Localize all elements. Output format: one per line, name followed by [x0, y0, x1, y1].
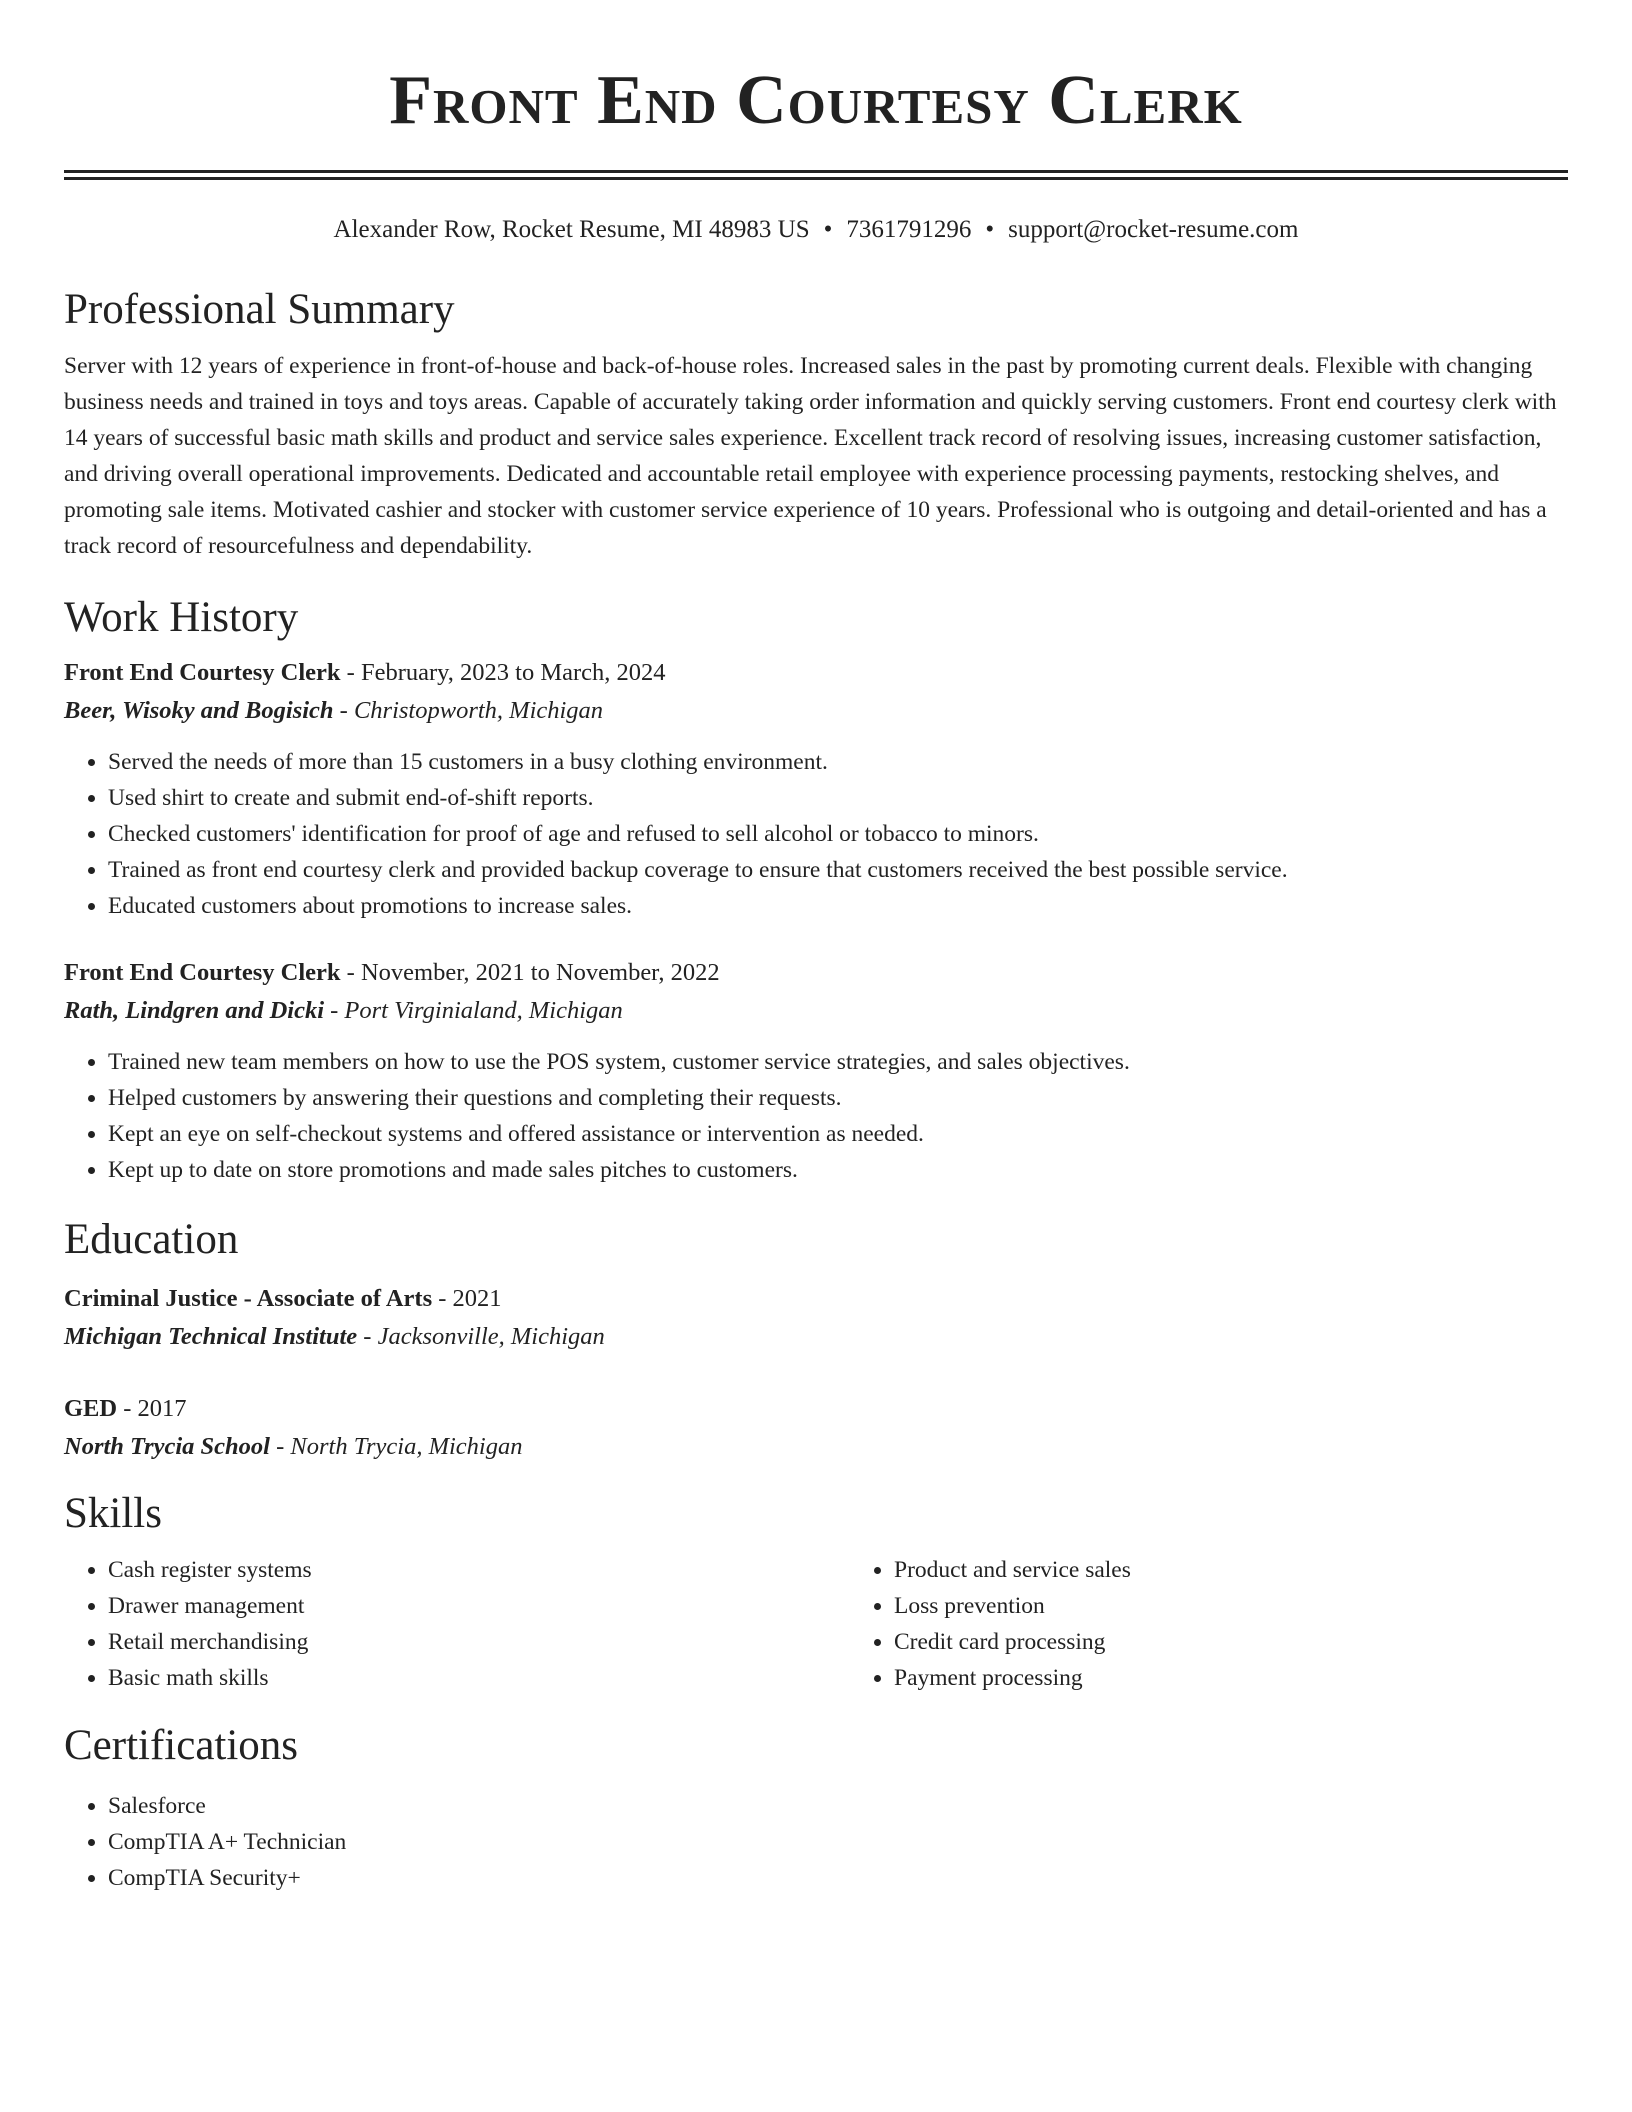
job-location: - Port Virginialand, Michigan [324, 997, 623, 1024]
education-location: - Jacksonville, Michigan [357, 1323, 605, 1350]
job-header [64, 954, 1568, 992]
education-school-line [64, 1318, 1568, 1356]
contact-separator: • [823, 216, 833, 243]
summary-section [64, 284, 1568, 564]
education-degree: Criminal Justice - Associate of Arts [64, 1285, 433, 1312]
skill-item: • Drawer management [108, 1588, 850, 1624]
job-duty: • Kept up to date on store promotions and made sales pitches to customers. [108, 1152, 1568, 1188]
skill-item: • Retail merchandising [108, 1624, 850, 1660]
job-dates: - February, 2023 to March, 2024 [340, 659, 666, 686]
job-duty: • Served the needs of more than 15 customers in a busy clothing environment. [108, 744, 1568, 780]
job-duty: • Checked customers' identification for proof of age and refused to sell alcohol or tobacco to minors. [108, 816, 1568, 852]
certification-item: • CompTIA A+ Technician [108, 1824, 1568, 1860]
job-duty: • Helped customers by answering their questions and completing their requests. [108, 1080, 1568, 1116]
skills-list-left [64, 1552, 850, 1696]
skills-grid [64, 1552, 1568, 1696]
summary-text: Server with 12 years of experience in front-of-house and back-of-house roles. Increased sales in the past by promoting current deals. Flexible with changing business needs and trained in toys and toys areas. Capable of accurately taking order information and quickly serving customers. Front end courtesy clerk with 14 years of successful basic math skills and product and service sales experience. Excellent track record of resolving issues, increasing customer satisfaction, and driving overall operational improvements. Dedicated and accountable retail employee with experience processing payments, restocking shelves, and promoting sale items. Motivated cashier and stocker with customer service experience of 10 years. Professional who is outgoing and detail-oriented and has a track record of resourcefulness and dependability. [64, 353, 1557, 559]
contact-line [64, 214, 1568, 246]
job-entry [64, 954, 1568, 1188]
certifications-section [64, 1720, 1568, 1896]
job-employer [64, 692, 1568, 730]
job-duty: • Educated customers about promotions to increase sales. [108, 888, 1568, 924]
job-duties-list [64, 744, 1568, 924]
certification-item: • Salesforce [108, 1788, 1568, 1824]
skill-item: • Basic math skills [108, 1660, 850, 1696]
education-school-line [64, 1428, 1568, 1466]
job-employer [64, 992, 1568, 1030]
job-dates: - November, 2021 to November, 2022 [340, 959, 720, 986]
skill-item: • Payment processing [894, 1660, 1632, 1696]
job-duties-list [64, 1044, 1568, 1188]
contact-separator: • [985, 216, 995, 243]
skill-item: • Cash register systems [108, 1552, 850, 1588]
skills-list-right [850, 1552, 1632, 1696]
education-year: - 2017 [117, 1395, 187, 1422]
education-section [64, 1214, 1568, 1466]
job-duty: • Trained new team members on how to use the POS system, customer service strategies, and sales objectives. [108, 1044, 1568, 1080]
skills-heading: Skills [64, 1490, 162, 1537]
education-entry [64, 1280, 1568, 1356]
job-duty: • Kept an eye on self-checkout systems and offered assistance or intervention as needed. [108, 1116, 1568, 1152]
skill-item: • Product and service sales [894, 1552, 1632, 1588]
skill-item: • Credit card processing [894, 1624, 1632, 1660]
contact-phone: 7361791296 [846, 216, 972, 243]
work-history-heading: Work History [64, 594, 299, 641]
education-year: - 2021 [432, 1285, 502, 1312]
work-history-section [64, 592, 1568, 1188]
job-duty: • Used shirt to create and submit end-of-shift reports. [108, 780, 1568, 816]
education-entry [64, 1390, 1568, 1466]
skill-item: • Loss prevention [894, 1588, 1632, 1624]
job-header [64, 654, 1568, 692]
certifications-heading: Certifications [64, 1722, 299, 1769]
education-school: North Trycia School [64, 1433, 270, 1460]
education-header [64, 1280, 1568, 1318]
job-location: - Christopworth, Michigan [333, 697, 604, 724]
skills-section [64, 1488, 1568, 1696]
contact-email: support@rocket-resume.com [1008, 216, 1299, 243]
education-heading: Education [64, 1216, 239, 1263]
education-degree: GED [64, 1395, 118, 1422]
job-duty: • Trained as front end courtesy clerk and provided backup coverage to ensure that customers received the best possible service. [108, 852, 1568, 888]
contact-address: Alexander Row, Rocket Resume, MI 48983 US [333, 216, 810, 243]
job-title: Front End Courtesy Clerk [64, 959, 341, 986]
job-company: Rath, Lindgren and Dicki [64, 997, 325, 1024]
education-header [64, 1390, 1568, 1428]
education-location: - North Trycia, Michigan [270, 1433, 523, 1460]
summary-heading: Professional Summary [64, 286, 455, 333]
job-company: Beer, Wisoky and Bogisich [64, 697, 334, 724]
education-school: Michigan Technical Institute [64, 1323, 358, 1350]
title-divider [64, 170, 1568, 180]
resume-title: Front End Courtesy Clerk [389, 62, 1243, 139]
certification-item: • CompTIA Security+ [108, 1860, 1568, 1896]
job-title: Front End Courtesy Clerk [64, 659, 341, 686]
certifications-list [64, 1788, 1568, 1896]
job-entry [64, 654, 1568, 924]
